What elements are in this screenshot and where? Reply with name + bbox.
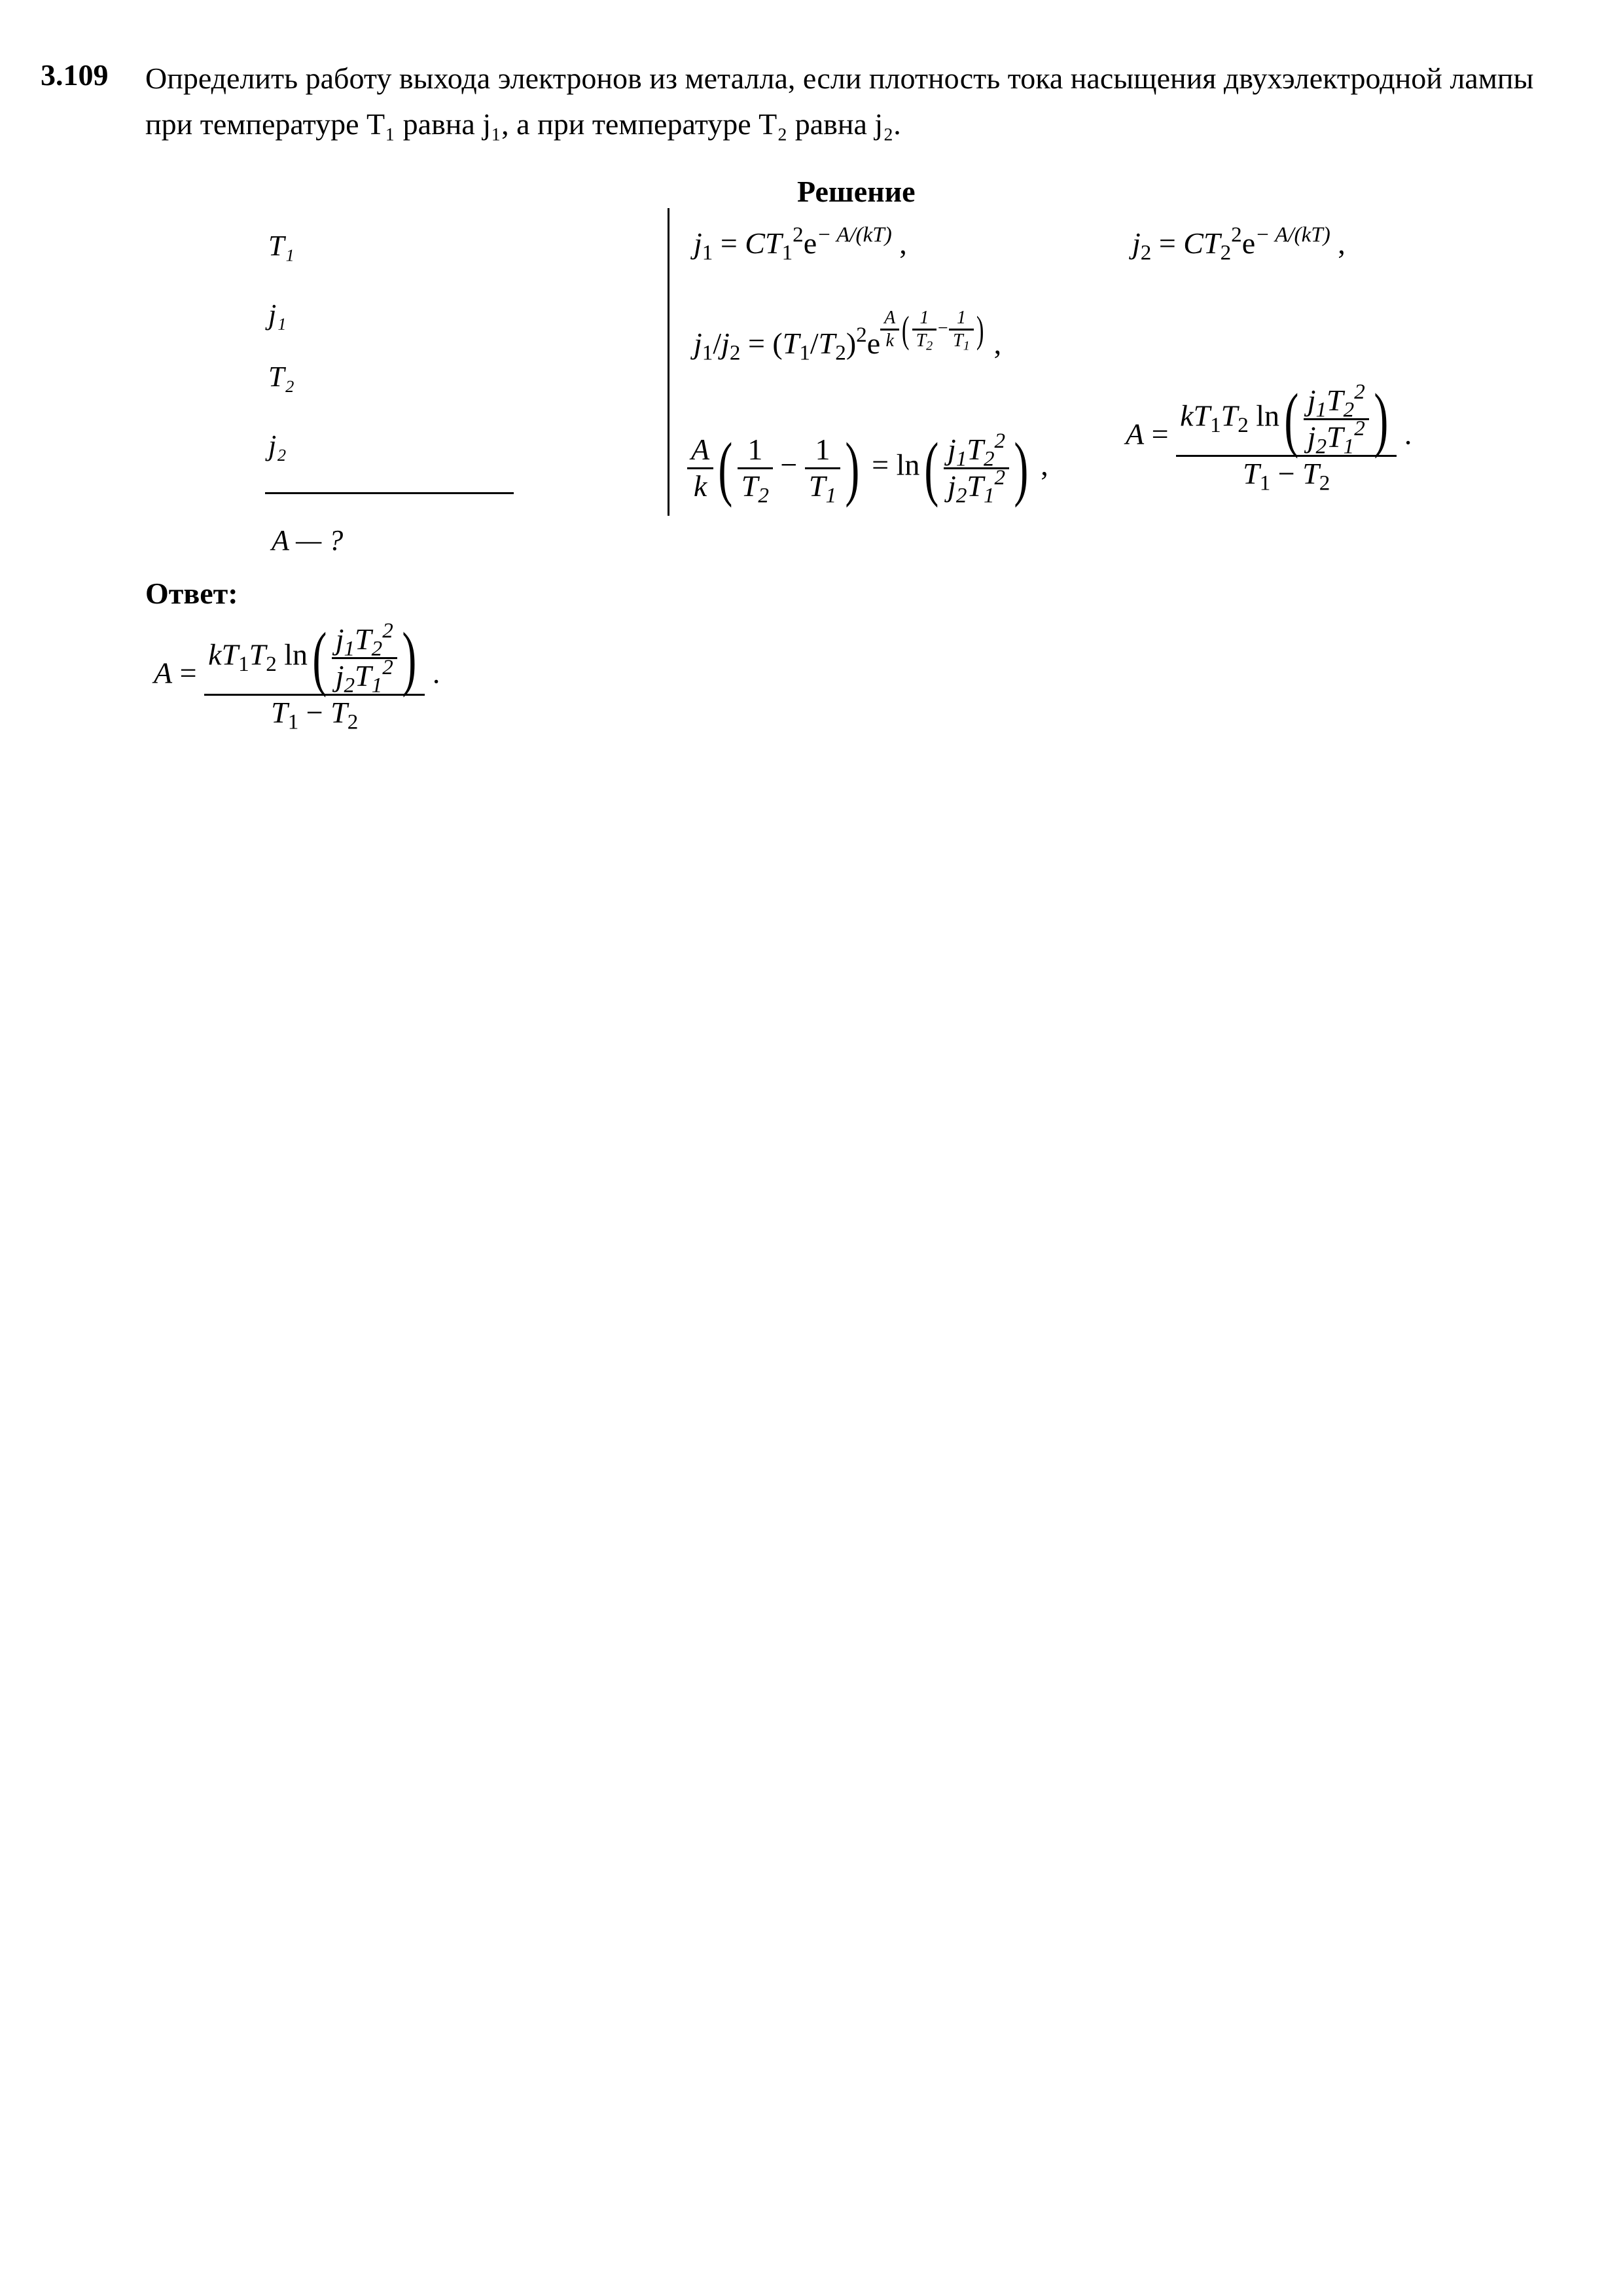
problem-statement: Определить работу выхода электронов из металла, если плотность тока насыщения двухэлектродной лампы при температуре T₁ равна j₁, а при температуре T₂ равна j₂.	[145, 62, 1534, 141]
eq2-comma: ,	[1338, 226, 1346, 260]
equation-log: $\frac{A}{k}$ ( $\frac{1}{T_2}$ − $\frac{1}{T_1}$ ) = ln( $\frac{j_1T_2^2}{j_2T_1^2}$ ) ,	[687, 432, 1048, 504]
solution-separator	[668, 208, 669, 516]
equation-richardson-1: $j_1 = CT_1^2e^{- A/(kT)}$ ,	[694, 222, 907, 265]
eq5-dot: .	[1404, 417, 1412, 451]
equation-richardson-2: $j_2 = CT_2^2e^{- A/(kT)}$ ,	[1132, 222, 1346, 265]
unknown-quantity: A — ?	[272, 524, 344, 556]
answer-label: Ответ:	[145, 577, 238, 610]
eq1-comma: ,	[899, 226, 907, 260]
given-item-3: T₂	[268, 361, 294, 393]
given-item-4: j₂	[268, 429, 287, 461]
given-divider	[265, 492, 514, 494]
answer-dot: .	[432, 656, 440, 690]
given-item-1: T₁	[268, 230, 294, 262]
answer-formula: A = $kT_1T_2$ ln( $\frac{j_1T_2^2}{j_2T_1^2}$ ) $T_1 - T_2$ .	[154, 618, 440, 734]
given-item-2: j₁	[268, 298, 287, 331]
solution-heading: Решение	[797, 175, 916, 208]
equation-result: A = $kT_1T_2$ ln( $\frac{j_1T_2^2}{j_2T_1^2}$ ) $T_1 - T_2$ .	[1126, 379, 1412, 495]
eq4-comma: ,	[1041, 448, 1048, 482]
eq3-comma: ,	[993, 327, 1002, 361]
problem-number: 3.109	[41, 58, 109, 92]
equation-ratio: $j_1/j_2 = (T_1/T_2)^2e$ $\frac{A}{k}$ ( $\frac{1}{T_2}$ − $\frac{1}{T_1}$ ) ,	[694, 308, 1002, 365]
